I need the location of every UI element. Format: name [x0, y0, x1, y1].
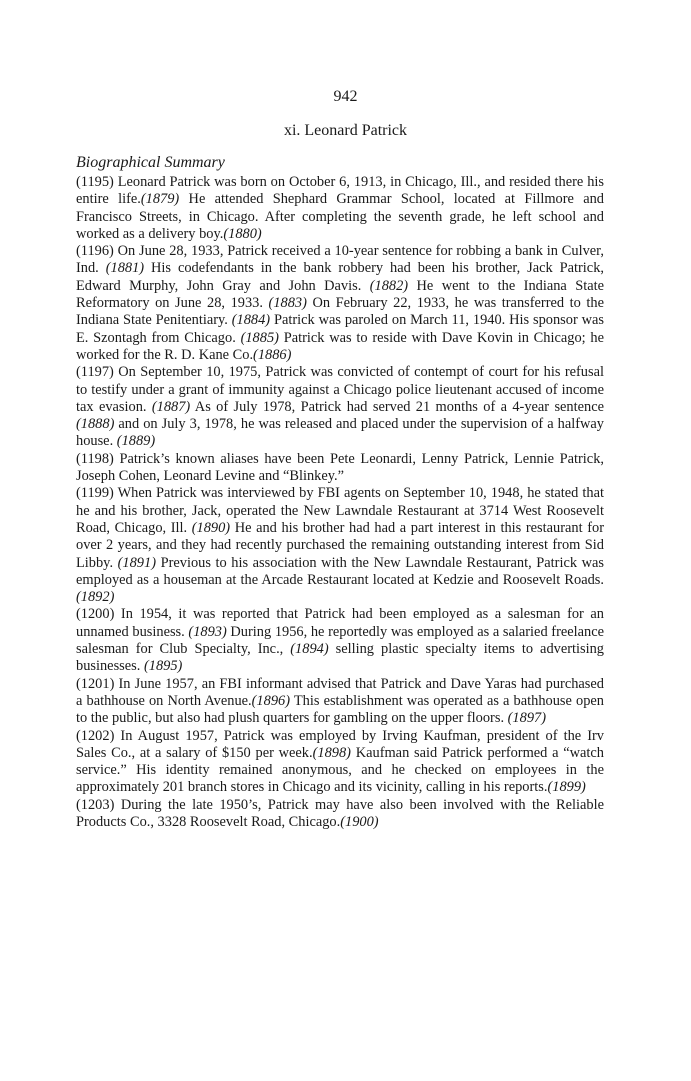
section-heading: Biographical Summary: [76, 154, 225, 171]
citation-ref: (1885): [240, 329, 279, 346]
text-segment: Patrick was to reside with Dave Kovin in Chicago; he worked for the R. D. Kane Co.: [76, 329, 604, 363]
citation-ref: (1893): [188, 623, 227, 640]
text-segment: (1198) Patrick’s known aliases have been Pete Leonardi, Lenny Patrick, Lennie Patrick, Joseph Cohen, Leonard Levine and “Blinkey.”: [76, 450, 604, 485]
text-segment: During 1956, he reportedly was employed as a salaried freelance salesman for Club Specialty, Inc.,: [76, 623, 604, 658]
paragraph-1195: [76, 174, 604, 243]
text-segment: On February 22, 1933, he was transferred to the Indiana State Penitentiary.: [76, 295, 605, 329]
citation-ref: (1883): [268, 295, 307, 312]
page-number: 942: [333, 88, 358, 105]
citation-ref: (1889): [116, 433, 156, 450]
citation-ref: (1896): [251, 692, 291, 709]
text-segment: He and his brother had had a part interest in this restaurant for over 2 years, and they had recently purchased the remaining outstanding interest from Sid Libby.: [76, 519, 604, 571]
citation-ref: (1894): [290, 641, 329, 658]
text-segment: (1203) During the late 1950’s, Patrick may have also been involved with the Reliable Products Co., 3328 Roosevelt Road, Chicago.: [76, 796, 604, 830]
citation-ref: (1882): [369, 277, 409, 294]
citation-ref: (1884): [231, 312, 271, 329]
paragraph-1201: [76, 676, 604, 728]
paragraph-1199: [76, 485, 604, 606]
text-segment: Kaufman said Patrick performed a “watch service.” His identity remained anonymous, and he checked on employees in the approximately 201 branch stores in Chicago and its vicinity, calling in his reports.: [76, 744, 605, 796]
text-segment: His codefendants in the bank robbery had been his brother, Jack Patrick, Edward Murphy, John Gray and John Davis.: [76, 260, 604, 294]
body-text: [76, 174, 604, 831]
text-segment: selling plastic specialty items to advertising businesses.: [76, 641, 604, 675]
paragraph-1198: [76, 451, 604, 486]
text-segment: As of July 1978, Patrick had served 21 months of a 4-year sentence: [190, 398, 604, 415]
text-segment: (1196) On June 28, 1933, Patrick received a 10-year sentence for robbing a bank in Culver, Ind.: [76, 243, 604, 277]
text-segment: (1197) On September 10, 1975, Patrick was convicted of contempt of court for his refusal to testify under a grant of immunity against a Chicago police lieutenant accused of income tax evasion.: [76, 364, 604, 415]
text-segment: Patrick was paroled on March 11, 1940. His sponsor was E. Szontagh from Chicago.: [76, 312, 604, 346]
paragraph-1200: [76, 606, 604, 675]
text-segment: and on July 3, 1978, he was released and placed under the supervision of a halfway house.: [76, 416, 604, 450]
citation-ref: (1895): [143, 658, 183, 675]
text-segment: (1195) Leonard Patrick was born on October 6, 1913, in Chicago, Ill., and resided there his entire life.: [76, 174, 604, 208]
citation-ref: (1891): [117, 554, 156, 571]
text-segment: (1201) In June 1957, an FBI informant advised that Patrick and Dave Yaras had purchased a bathhouse on North Avenue.: [76, 675, 604, 709]
citation-ref: (1890): [191, 519, 231, 536]
citation-ref: (1892): [76, 589, 115, 606]
citation-ref: (1900): [340, 813, 379, 830]
citation-ref: (1886): [253, 346, 292, 363]
text-segment: He went to the Indiana State Reformatory on June 28, 1933.: [76, 277, 605, 312]
text-segment: (1199) When Patrick was interviewed by FBI agents on September 10, 1948, he stated that he and his brother, Jack, operated the New Lawndale Restaurant at 3714 West Roosevelt Road, Chicago, Ill.: [76, 485, 604, 536]
citation-ref: (1880): [223, 225, 262, 242]
citation-ref: (1898): [312, 744, 351, 761]
citation-ref: (1887): [151, 398, 191, 415]
section-title: xi. Leonard Patrick: [283, 122, 408, 139]
paragraph-1203: [76, 797, 604, 832]
paragraph-1197: [76, 364, 604, 450]
citation-ref: (1899): [547, 779, 586, 796]
text-segment: (1200) In 1954, it was reported that Patrick had been employed as a salesman for an unnamed business.: [76, 606, 604, 640]
citation-ref: (1881): [105, 260, 145, 277]
paragraph-1196: [76, 243, 604, 364]
citation-ref: (1897): [507, 710, 547, 727]
paragraph-1202: [76, 728, 604, 797]
text-segment: Previous to his association with the New Lawndale Restaurant, Patrick was employed as a houseman at the Arcade Restaurant located at Kedzie and Roosevelt Roads.: [76, 554, 604, 588]
text-segment: (1202) In August 1957, Patrick was employed by Irving Kaufman, president of the Irv Sales Co., at a salary of $150 per week.: [76, 727, 604, 761]
text-segment: He attended Shephard Grammar School, located at Fillmore and Francisco Streets, in Chicago. After completing the seventh grade, he left school and worked as a delivery boy.: [76, 191, 604, 242]
text-segment: This establishment was operated as a bathhouse open to the public, but also had plush quarters for gambling on the upper floors.: [76, 692, 604, 727]
citation-ref: (1888): [76, 416, 115, 433]
citation-ref: (1879): [140, 191, 180, 208]
